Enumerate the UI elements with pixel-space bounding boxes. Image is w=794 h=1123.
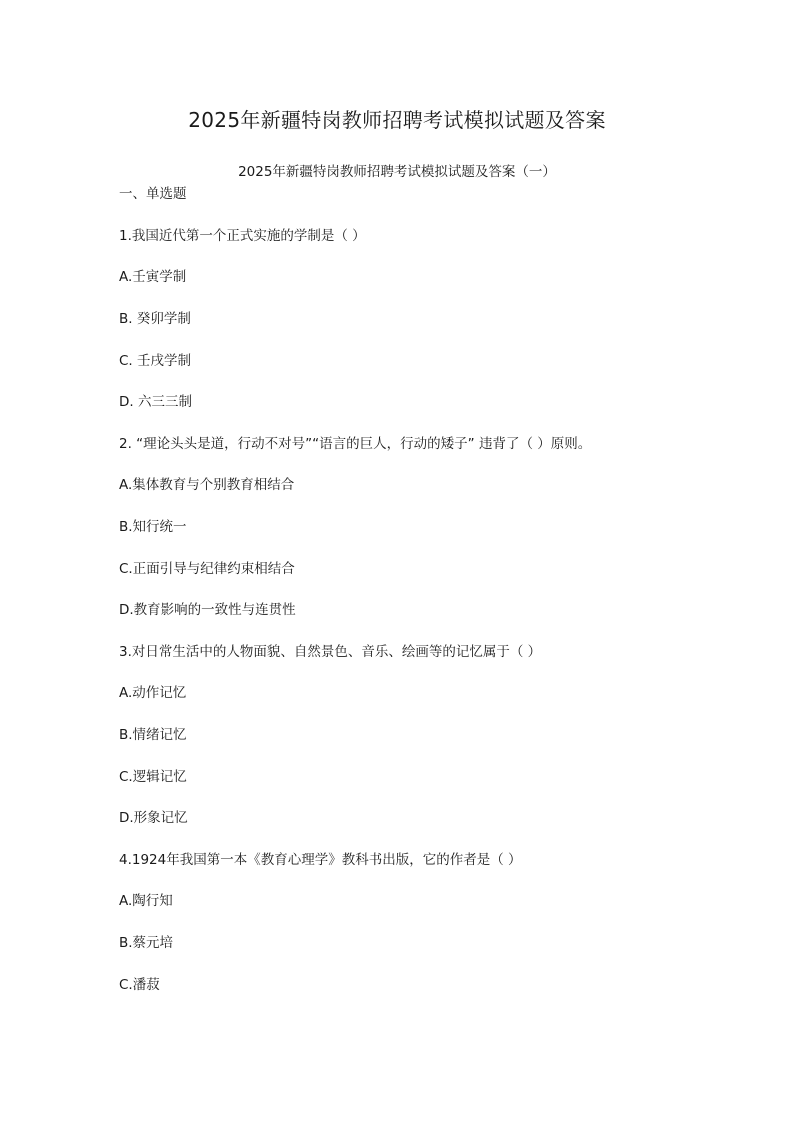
answer-option: D.教育影响的一致性与连贯性 bbox=[119, 602, 296, 618]
answer-option: C.正面引导与纪律约束相结合 bbox=[119, 561, 295, 577]
answer-option: B.知行统一 bbox=[119, 519, 187, 535]
question-stem: 2. “理论头头是道，行动不对号”“语言的巨人，行动的矮子” 违背了（ ）原则。 bbox=[119, 436, 592, 452]
answer-option: C. 壬戌学制 bbox=[119, 353, 192, 369]
answer-option: B.情绪记忆 bbox=[119, 727, 187, 743]
document-title: 2025年新疆特岗教师招聘考试模拟试题及答案 bbox=[188, 108, 606, 132]
answer-option: D. 六三三制 bbox=[119, 394, 192, 410]
question-stem: 1.我国近代第一个正式实施的学制是（ ） bbox=[119, 228, 366, 244]
answer-option: C.潘菽 bbox=[119, 977, 160, 993]
question-stem: 4.1924年我国第一本《教育心理学》教科书出版，它的作者是（ ） bbox=[119, 852, 522, 868]
answer-option: D.形象记忆 bbox=[119, 810, 188, 826]
answer-option: B. 癸卯学制 bbox=[119, 311, 191, 327]
answer-option: A.集体教育与个别教育相结合 bbox=[119, 477, 295, 493]
part-heading: 一、单选题 bbox=[119, 186, 187, 202]
answer-option: C.逻辑记忆 bbox=[119, 769, 187, 785]
answer-option: A.陶行知 bbox=[119, 893, 173, 909]
answer-option: B.蔡元培 bbox=[119, 935, 174, 951]
question-stem: 3.对日常生活中的人物面貌、自然景色、音乐、绘画等的记忆属于（ ） bbox=[119, 644, 542, 660]
answer-option: A.壬寅学制 bbox=[119, 269, 187, 285]
answer-option: A.动作记忆 bbox=[119, 685, 187, 701]
section-title: 2025年新疆特岗教师招聘考试模拟试题及答案（一） bbox=[238, 164, 556, 180]
